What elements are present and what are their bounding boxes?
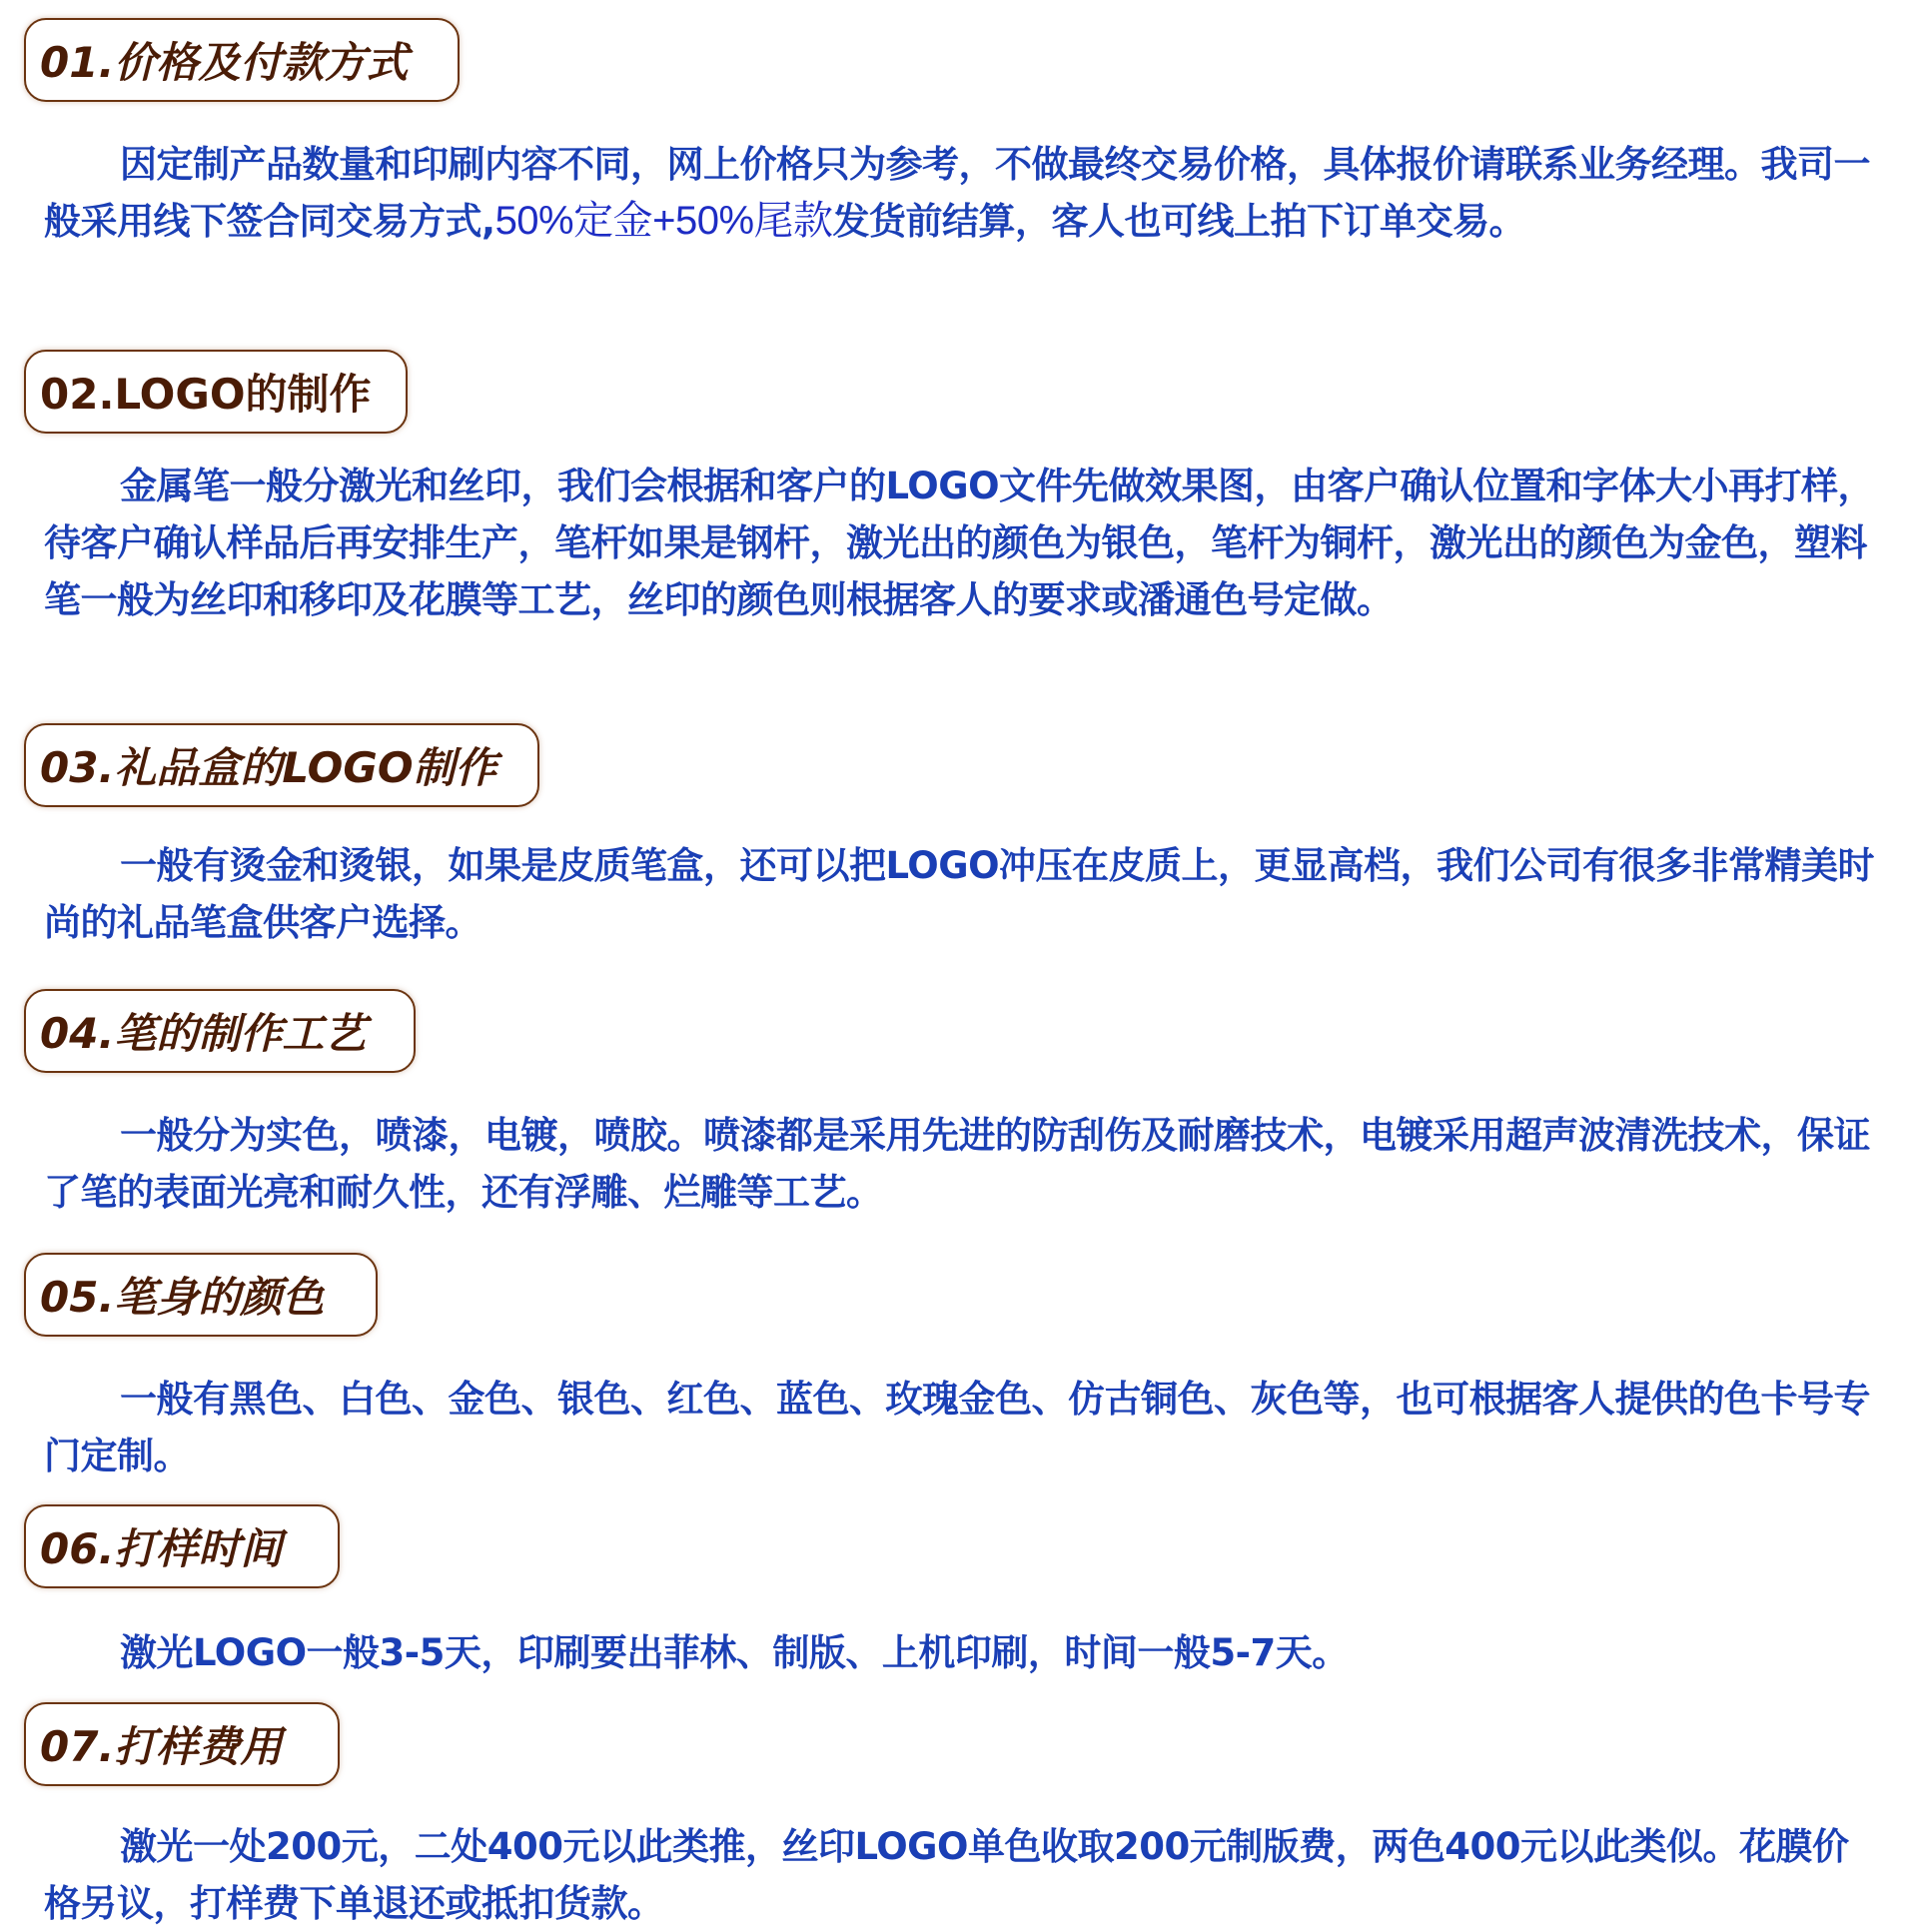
body-text: 发货前结算，客人也可线上拍下订单交易。 bbox=[832, 200, 1526, 243]
section-body-pen-color: 一般有黑色、白色、金色、银色、红色、蓝色、玫瑰金色、仿古铜色、灰色等，也可根据客人提供的色卡号专门定制。 bbox=[44, 1378, 1870, 1477]
section-title-pen-color: 05.笔身的颜色 bbox=[24, 1253, 378, 1337]
section-body-pen-craft: 一般分为实色，喷漆，电镀，喷胶。喷漆都是采用先进的防刮伤及耐磨技术，电镀采用超声波清洗技术，保证了笔的表面光亮和耐久性，还有浮雕、烂雕等工艺。 bbox=[44, 1114, 1870, 1214]
body-text: 因定制产品数量和印刷内容不同，网上价格只为参考，不做最终交易价格，具体报价请联系业务经理。我司一般采用线下签合同交易方式, bbox=[44, 143, 1870, 243]
section-body-logo-making: 金属笔一般分激光和丝印，我们会根据和客户的LOGO文件先做效果图，由客户确认位置和字体大小再打样，待客户确认样品后再安排生产，笔杆如果是钢杆，激光出的颜色为银色，笔杆为铜杆，激光出的颜色为金色，塑料笔一般为丝印和移印及花膜等工艺，丝印的颜色则根据客人的要求或潘通色号定做。 bbox=[44, 465, 1875, 621]
section-title-logo-making: 02.LOGO的制作 bbox=[24, 350, 408, 434]
section-body-sample-time: 激光LOGO一般3-5天，印刷要出菲林、制版、上机印刷，时间一般5-7天。 bbox=[120, 1631, 1349, 1674]
section-title-price-payment: 01.价格及付款方式 bbox=[24, 18, 460, 102]
section-title-giftbox-logo: 03.礼品盒的LOGO制作 bbox=[24, 723, 539, 807]
section-title-pen-craft: 04.笔的制作工艺 bbox=[24, 989, 416, 1073]
section-body-giftbox-logo: 一般有烫金和烫银，如果是皮质笔盒，还可以把LOGO冲压在皮质上，更显高档，我们公司有很多非常精美时尚的礼品笔盒供客户选择。 bbox=[44, 844, 1875, 944]
body-emphasis: 50%定金+50%尾款 bbox=[494, 199, 833, 243]
section-body-price-payment bbox=[44, 136, 1882, 250]
section-title-sample-time: 06.打样时间 bbox=[24, 1504, 340, 1588]
section-body-sample-cost: 激光一处200元，二处400元以此类推，丝印LOGO单色收取200元制版费，两色400元以此类似。花膜价格另议，打样费下单退还或抵扣货款。 bbox=[44, 1825, 1849, 1925]
section-title-sample-cost: 07.打样费用 bbox=[24, 1702, 340, 1786]
